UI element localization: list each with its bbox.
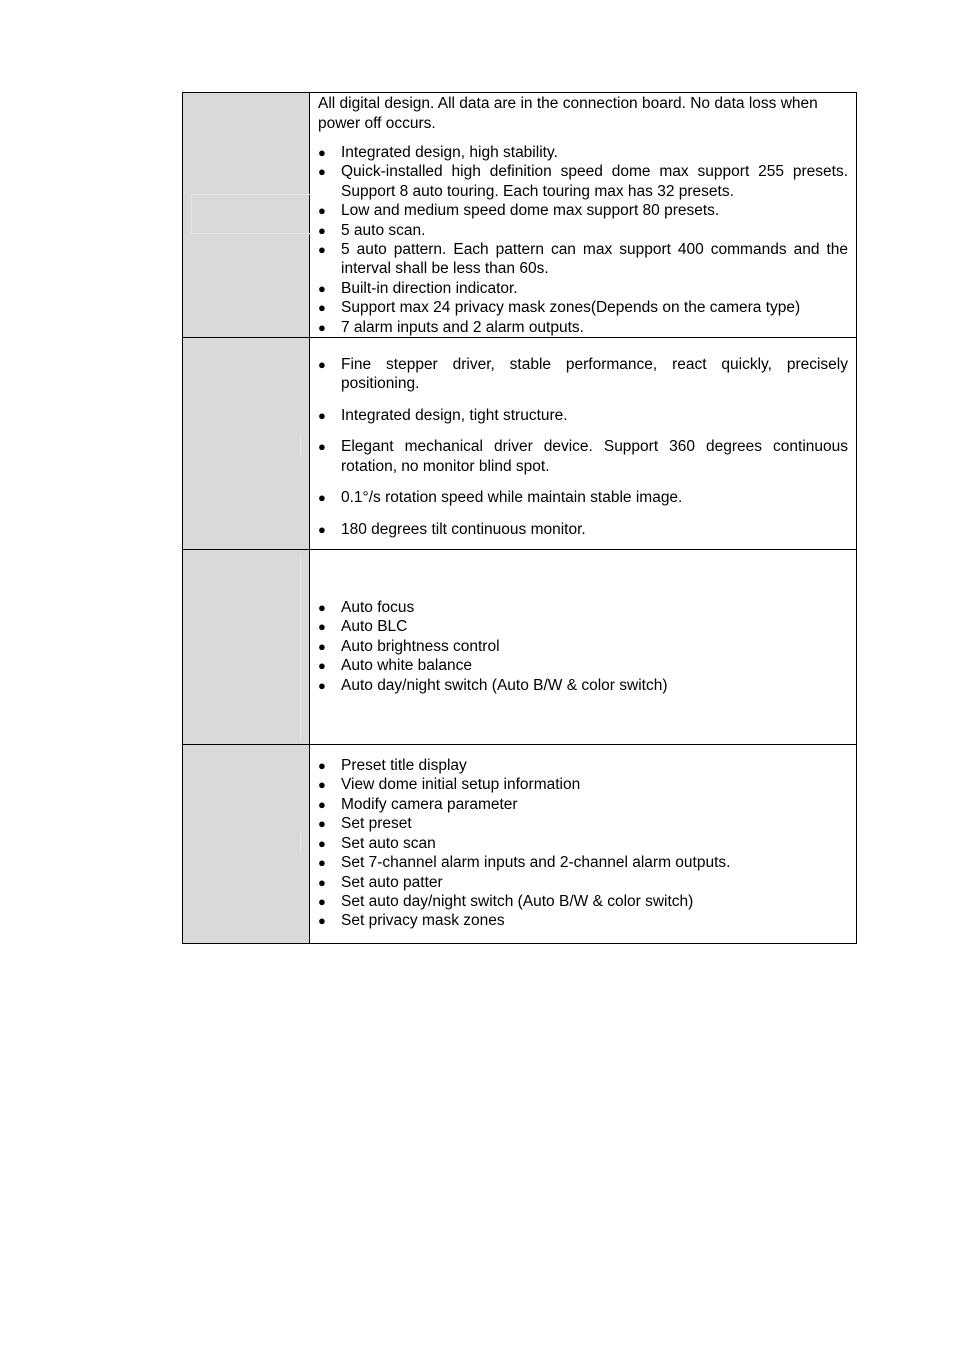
row-3-label-cell — [183, 550, 310, 745]
list-item: ● Support max 24 privacy mask zones(Depends on the camera type) — [318, 299, 801, 317]
bullet-icon: ● — [318, 677, 326, 693]
list-item: ● Fine stepper driver, stable performance, react quickly, precisely positioning. — [318, 356, 848, 393]
list-item: ● Preset title display — [318, 757, 467, 775]
list-item: ● Set privacy mask zones — [318, 912, 505, 930]
bullet-icon: ● — [318, 638, 326, 654]
list-item: ● Auto day/night switch (Auto B/W & color switch) — [318, 676, 668, 694]
list-item: ● 7 alarm inputs and 2 alarm outputs. — [318, 318, 584, 336]
bullet-icon: ● — [318, 407, 326, 423]
row-4-list — [318, 756, 848, 931]
spec-row-1 — [183, 93, 857, 338]
bullet-icon: ● — [318, 619, 326, 635]
list-item: ● Integrated design, high stability. — [318, 144, 558, 161]
bullet-icon: ● — [318, 164, 326, 180]
row-4-label-cell — [183, 745, 310, 944]
list-item: ● Auto focus — [318, 599, 415, 617]
bullet-icon: ● — [318, 490, 326, 506]
bullet-icon: ● — [318, 242, 326, 258]
bullet-icon: ● — [318, 203, 326, 219]
bullet-icon: ● — [318, 280, 326, 296]
list-item: ● 5 auto scan. — [318, 221, 426, 239]
list-item: ● Set 7-channel alarm inputs and 2-channel alarm outputs. — [318, 854, 731, 872]
list-item: ● Auto white balance — [318, 657, 472, 675]
list-item: ● 180 degrees tilt continuous monitor. — [318, 520, 586, 538]
list-item: ● Quick-installed high definition speed dome max support 255 presets. Support 8 auto touring. Each touring max has 32 presets. — [318, 163, 848, 200]
list-item: ● Auto brightness control — [318, 637, 500, 655]
bullet-icon: ● — [318, 835, 326, 851]
bullet-icon: ● — [318, 816, 326, 832]
list-item: ● Low and medium speed dome max support 80 presets. — [318, 202, 720, 220]
bullet-icon: ● — [318, 521, 326, 537]
bullet-icon: ● — [318, 319, 326, 335]
row-1-content-cell — [310, 93, 857, 338]
spec-row-2 — [183, 338, 857, 550]
row-1-paragraph: All digital design. All data are in the connection board. No data loss when power off occurs. — [318, 95, 818, 132]
spec-table — [182, 92, 857, 944]
bullet-icon: ● — [318, 357, 326, 373]
list-item: ● Auto BLC — [318, 618, 408, 636]
list-item: ● View dome initial setup information — [318, 776, 581, 794]
bullet-icon: ● — [318, 874, 326, 890]
row-3-content-cell — [310, 550, 857, 745]
bullet-icon: ● — [318, 777, 326, 793]
bullet-icon: ● — [318, 222, 326, 238]
spec-row-3 — [183, 550, 857, 745]
list-item: ● Integrated design, tight structure. — [318, 406, 568, 424]
list-item: ● Set preset — [318, 815, 412, 833]
bullet-icon: ● — [318, 893, 326, 909]
bullet-icon: ● — [318, 913, 326, 929]
row-3-list — [318, 598, 848, 695]
bullet-icon: ● — [318, 758, 326, 774]
list-item: ● Built-in direction indicator. — [318, 279, 518, 297]
row-4-content-cell — [310, 745, 857, 944]
bullet-icon: ● — [318, 600, 326, 616]
spec-row-4 — [183, 745, 857, 944]
list-item: ● 5 auto pattern. Each pattern can max support 400 commands and the interval shall be less than 60s. — [318, 241, 848, 278]
list-item: ● 0.1°/s rotation speed while maintain stable image. — [318, 489, 683, 507]
bullet-icon: ● — [318, 439, 326, 455]
bullet-icon: ● — [318, 658, 326, 674]
bullet-icon: ● — [318, 300, 326, 316]
row-2-list — [318, 355, 848, 539]
list-item: ● Set auto patter — [318, 873, 443, 891]
row-2-content-cell — [310, 338, 857, 550]
row-1-label-cell — [183, 93, 310, 338]
row-1-list — [318, 143, 848, 337]
bullet-icon: ● — [318, 855, 326, 871]
list-item: ● Set auto scan — [318, 834, 436, 852]
list-item: ● Modify camera parameter — [318, 795, 518, 813]
list-item: ● Set auto day/night switch (Auto B/W & color switch) — [318, 892, 694, 910]
bullet-icon: ● — [318, 796, 326, 812]
bullet-icon: ● — [318, 145, 326, 160]
list-item: ● Elegant mechanical driver device. Support 360 degrees continuous rotation, no monitor blind spot. — [318, 438, 848, 475]
row-2-label-cell — [183, 338, 310, 550]
